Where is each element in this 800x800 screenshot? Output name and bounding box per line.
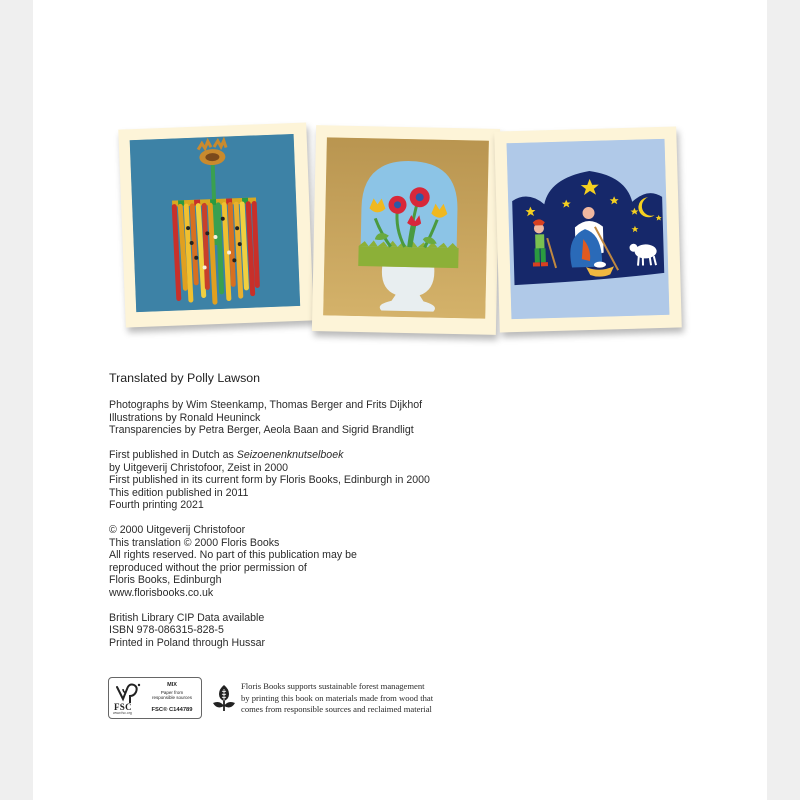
rights-reserved-cont: reproduced without the prior permission of xyxy=(109,561,307,574)
nativity-transparency-photo-frame xyxy=(494,126,682,332)
cip-data: British Library CIP Data available xyxy=(109,611,265,624)
printed-in: Printed in Poland through Hussar xyxy=(109,636,266,649)
fsc-mix-label: MIX xyxy=(167,682,177,688)
contributors-block xyxy=(109,399,509,437)
illustrations-credit: Illustrations by Ronald Heuninck xyxy=(109,411,261,424)
printing-note: Fourth printing 2021 xyxy=(109,499,204,511)
current-form-publication: First published in its current form by Floris Books, Edinburgh in 2000 xyxy=(109,474,430,486)
copyright-block xyxy=(109,524,509,599)
copyright-original: © 2000 Uitgeverij Christofoor xyxy=(109,524,246,536)
original-title: Seizoenenknutselboek xyxy=(236,449,344,461)
original-publisher: by Uitgeverij Christofoor, Zeist in 2000 xyxy=(109,461,288,474)
translator-credit: Translated by Polly Lawson xyxy=(109,371,261,385)
eco-statement xyxy=(241,681,471,716)
publication-history-block xyxy=(109,449,509,512)
nativity-transparency-photo xyxy=(507,139,670,319)
mobile-photo-frame xyxy=(118,122,313,327)
sustainability-leaf-icon xyxy=(212,684,236,712)
mobile-photo xyxy=(130,134,300,312)
publisher-location: Floris Books, Edinburgh xyxy=(109,574,222,586)
fsc-paper-label: Paper from responsible sources xyxy=(151,690,193,700)
photographs-credit: Photographs by Wim Steenkamp, Thomas Berger and Frits Dijkhof xyxy=(109,399,423,411)
fsc-tree-icon xyxy=(114,681,142,703)
eco-statement-line: Floris Books supports sustainable forest management xyxy=(241,681,425,691)
isbn: ISBN 978-086315-828-5 xyxy=(109,624,224,636)
fsc-url: www.fsc.org xyxy=(113,711,132,715)
copyright-translation: This translation © 2000 Floris Books xyxy=(109,536,280,549)
imprint-credits xyxy=(109,371,509,662)
first-published-dutch: First published in Dutch as Seizoenenknutselboek xyxy=(109,449,344,461)
rights-reserved: All rights reserved. No part of this publication may be xyxy=(109,549,357,561)
cataloguing-block xyxy=(109,612,509,650)
fsc-wordmark: FSC xyxy=(114,702,132,712)
transparencies-credit: Transparencies by Petra Berger, Aeola Baan and Sigrid Brandligt xyxy=(109,424,414,436)
edition-year: This edition published in 2011 xyxy=(109,486,249,499)
publisher-website: www.florisbooks.co.uk xyxy=(109,586,214,599)
eco-statement-line: by printing this book on materials made from wood that xyxy=(241,692,434,703)
egg-cosy-photo xyxy=(323,137,489,318)
fsc-license-code: FSC® C144789 xyxy=(151,707,193,713)
fsc-logo xyxy=(108,677,202,719)
eco-statement-line: comes from responsible sources and reclaimed material xyxy=(241,704,432,715)
egg-cosy-photo-frame xyxy=(312,125,500,335)
